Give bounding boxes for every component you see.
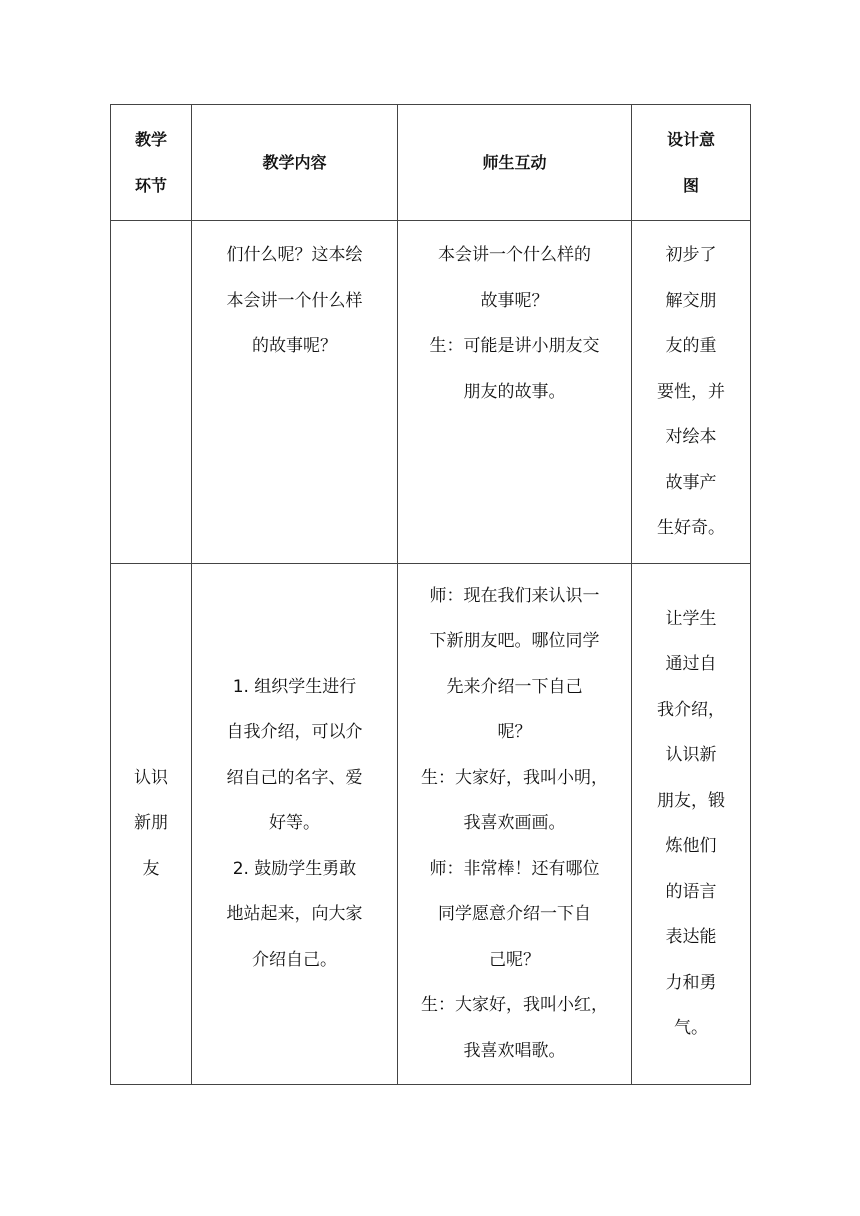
header-stage: 教学 环节 bbox=[111, 105, 192, 221]
cell-stage bbox=[111, 221, 192, 564]
lesson-plan-table bbox=[110, 104, 751, 1085]
table-row bbox=[111, 564, 751, 1085]
cell-stage: 认识 新朋 友 bbox=[111, 564, 192, 1085]
cell-interaction: 师：现在我们来认识一 下新朋友吧。哪位同学 先来介绍一下自己 呢？ 生：大家好，我叫小明， 我喜欢画画。 师：非常棒！还有哪位 同学愿意介绍一下自 己呢？ 生：大家好，我叫小红， 我喜欢唱歌。 bbox=[398, 564, 632, 1085]
table-header-row bbox=[111, 105, 751, 221]
cell-content: 1. 组织学生进行 自我介绍，可以介 绍自己的名字、爱 好等。 2. 鼓励学生勇敢 地站起来，向大家 介绍自己。 bbox=[192, 564, 398, 1085]
cell-interaction: 本会讲一个什么样的 故事呢？ 生：可能是讲小朋友交 朋友的故事。 bbox=[398, 221, 632, 564]
cell-intent: 让学生 通过自 我介绍， 认识新 朋友，锻 炼他们 的语言 表达能 力和勇 气。 bbox=[632, 564, 751, 1085]
table-row bbox=[111, 221, 751, 564]
header-content: 教学内容 bbox=[192, 105, 398, 221]
header-interaction: 师生互动 bbox=[398, 105, 632, 221]
cell-intent: 初步了 解交朋 友的重 要性，并 对绘本 故事产 生好奇。 bbox=[632, 221, 751, 564]
cell-content: 们什么呢？这本绘 本会讲一个什么样 的故事呢？ bbox=[192, 221, 398, 564]
header-intent: 设计意 图 bbox=[632, 105, 751, 221]
